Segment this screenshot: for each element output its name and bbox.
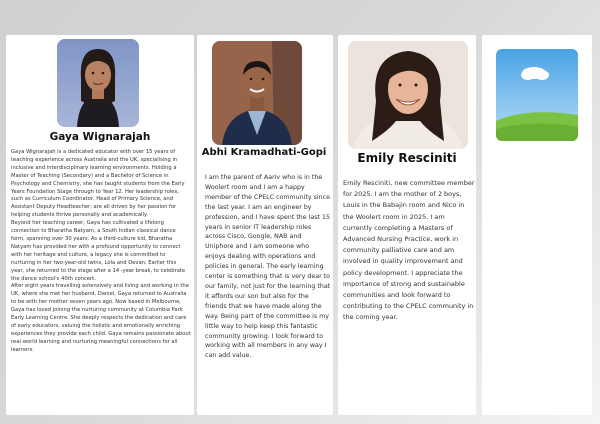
member-card-abhi (197, 35, 333, 415)
member-name: Abhi Kramadhati-Gopi (201, 147, 327, 158)
member-card-placeholder (482, 35, 592, 415)
member-bio: Emily Resciniti, new committee member for 2025. I am the mother of 2 boys, Louis in the Babajin room and Nico in the Woolert room in 2025. I am currently completing a Masters of Advanced Nursing Practice, work in community palliative care and am involved in quality improvement and policy development. I appreciate the importance of strong and sustainable communities and look forward to contributing to the CPELC community in the coming year. (343, 179, 475, 322)
member-name: Emily Resciniti (357, 151, 457, 165)
member-photo (212, 41, 302, 145)
member-photo (57, 39, 139, 127)
member-bio: Gaya Wignarajah is a dedicated educator with over 15 years of teaching experience across Australia and the UK, specialising in inclusive and interdisciplinary learning environments. Holding a Master of Teaching (Secondary) and a Bachelor of Science in Psychology and Chemistry, she has taught students from the Early Years Foundation Stage through to Year 12. Her leadership roles, such as Curriculum Coordinator, Head of Primary Science, and Assistant Deputy Headteacher, are all driven by her passion for helping students thrive personally and academically. Beyond her teaching career, Gaya has cultivated a lifelong connection to Bharatha Natyam, a South Indian classical dance form, spanning over 30 years. As a third-culture kid, Bharatha Natyam has provided her with a profound opportunity to connect with her heritage and culture, a legacy she is committed to nurturing in her two-year-old twins, Lola and Devan. Earlier this year, she returned to the stage after a 14 -year break, to celebrate the dance school's 40th concert. After eight years travelling extensively and living and working in the UK, where she met her husband, Daniel, Gaya returned to Australia to be with her mother seven years ago. Now based in Melbourne, Gaya has loved joining the nurturing community at Columbia Park Early Learning Centre. She deeply respects the dedication and care of early educators, valuing the holistic and emotionally enriching experiences they provide each child. Gaya remains passionate about real-world learning and nurturing meaningful connections for all learners. (11, 149, 191, 353)
member-card-emily (338, 35, 476, 415)
image-placeholder-icon (496, 49, 578, 141)
member-name: Gaya Wignarajah (49, 131, 151, 143)
member-bio: I am the parent of Aariv who is in the Woolert room and I am a happy member of the CPELC community since the last year. I am an engineer by profession, and I have spent the last 15 years in senior IT leadership roles across Cisco, Google, NAB and Uniphore and I am someone who enjoys dealing with operations and policies in general. The early learning center is something that is very dear to our family, not just for the learning that it affords our son but also for the friends that we have made along the way. Being part of the committee is my little way to help keep this fantastic community growing. I look forward to working with all members in any way I can add value. (205, 174, 331, 360)
member-photo (348, 41, 468, 149)
member-card-gaya (6, 35, 194, 415)
